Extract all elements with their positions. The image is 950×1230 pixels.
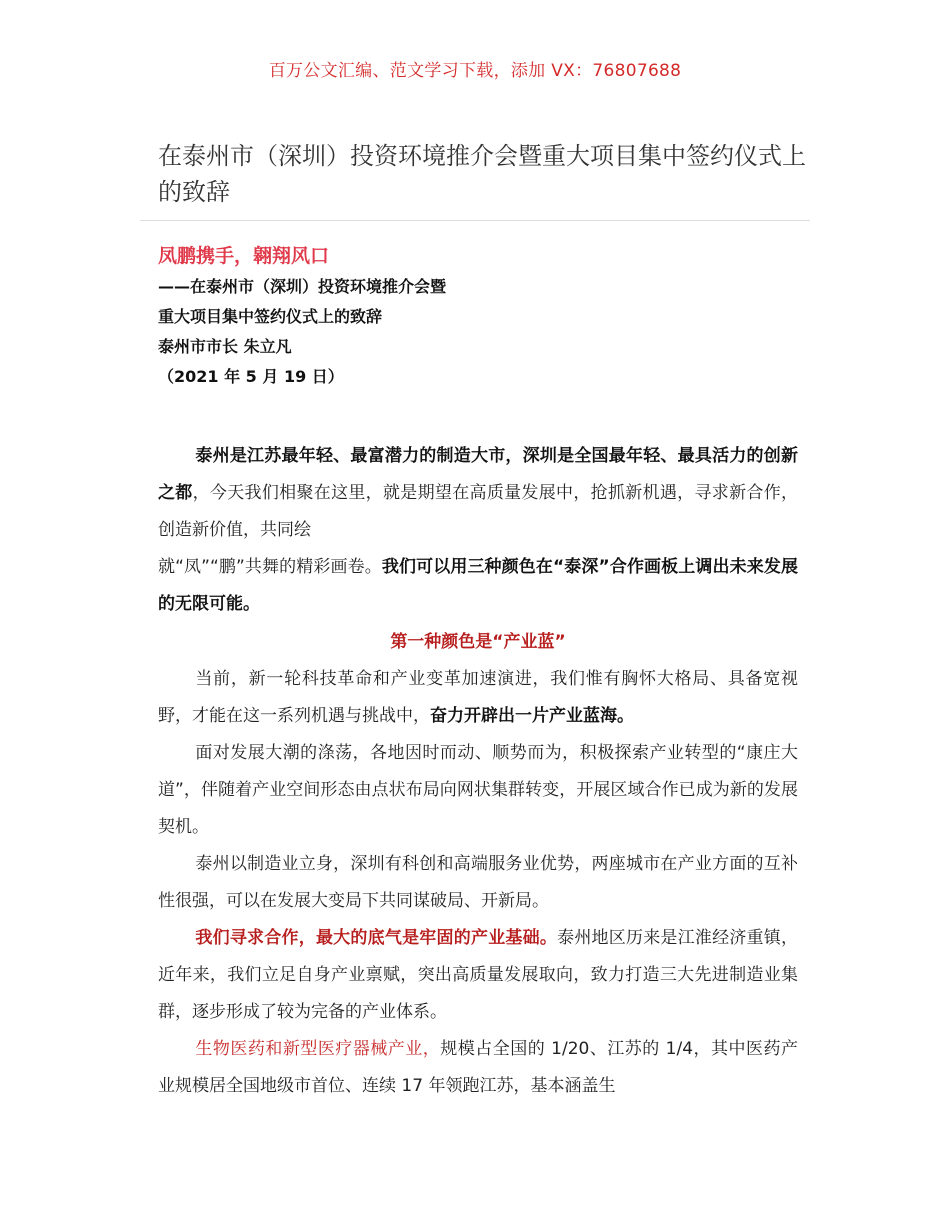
paragraph-5-text: 规模占全国的 1/20、江苏的 1/4，其中医药产业规模居全国地级市首位、连续 17 年领跑江苏，基本涵盖生 — [158, 1039, 799, 1096]
paragraph-4-highlight: 我们寻求合作，最大的底气是牢固的产业基础。 — [195, 928, 558, 948]
section-heading-industry-blue: 第一种颜色是“产业蓝” — [390, 632, 566, 652]
speech-subtitle: 凤鹏携手，翱翔风口 — [158, 245, 330, 267]
paragraph-4-text: 泰州地区历来是江淮经济重镇，近年来，我们立足自身产业禀赋，突出高质量发展取向，致力打造三大先进制造业集群，逐步形成了较为完备的产业体系。 — [158, 928, 799, 1022]
paragraph-1 — [158, 661, 798, 735]
download-banner: 百万公文汇编、范文学习下载，添加 VX：76807688 — [268, 61, 682, 81]
intro-paragraph — [158, 438, 798, 623]
paragraph-3: 泰州以制造业立身，深圳有科创和高端服务业优势，两座城市在产业方面的互补性很强，可以在发展大变局下共同谋破局、开新局。 — [158, 854, 798, 911]
intro-text-continued: 就“凤”“鹏”共舞的精彩画卷。 — [158, 557, 382, 577]
speech-title-line-1: ——在泰州市（深圳）投资环境推介会暨 — [158, 277, 447, 296]
paragraph-4 — [158, 920, 798, 1031]
paragraph-1-bold: 奋力开辟出一片产业蓝海。 — [430, 706, 634, 726]
paragraph-1-text: 当前，新一轮科技革命和产业变革加速演进，我们惟有胸怀大格局、具备宽视野，才能在这一系列机遇与挑战中， — [158, 669, 798, 726]
paragraph-2: 面对发展大潮的涤荡，各地因时而动、顺势而为，积极探索产业转型的“康庄大道”，伴随着产业空间形态由点状布局向网状集群转变，开展区域合作已成为新的发展契机。 — [158, 743, 798, 837]
intro-bold-lead: 泰州是江苏最年轻、最富潜力的制造大市，深圳是全国最年轻、最具活力的创新之都 — [158, 446, 798, 503]
speech-title-line-2: 重大项目集中签约仪式上的致辞 — [158, 307, 383, 326]
intro-text: ，今天我们相聚在这里，就是期望在高质量发展中，抢抓新机遇，寻求新合作，创造新价值，共同绘 — [158, 483, 799, 540]
spacer — [158, 392, 798, 438]
document-title: 在泰州市（深圳）投资环境推介会暨重大项目集中签约仪式上的致辞 — [158, 142, 806, 206]
paragraph-5 — [158, 1031, 798, 1105]
title-divider — [140, 220, 810, 221]
speech-date: （2021 年 5 月 19 日） — [158, 367, 344, 386]
document-body — [158, 240, 798, 1105]
paragraph-5-highlight: 生物医药和新型医疗器械产业， — [195, 1039, 441, 1059]
speech-author: 泰州市市长 朱立凡 — [158, 337, 292, 356]
intro-bold-close: 我们可以用三种颜色在“泰深”合作画板上调出未来发展的无限可能。 — [158, 557, 798, 614]
